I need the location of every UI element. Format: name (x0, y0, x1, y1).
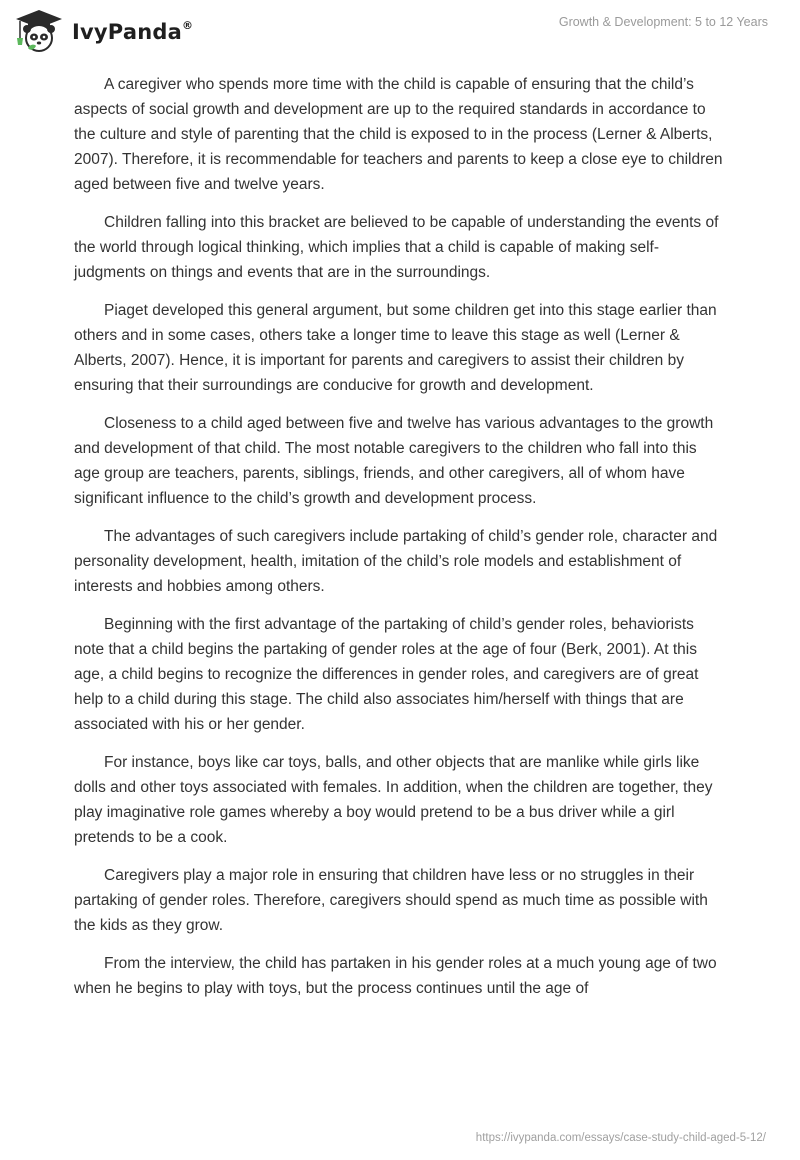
panda-graduate-icon (14, 8, 64, 54)
paragraph: Beginning with the first advantage of the partaking of child’s gender roles, behaviorists note that a child begins the partaking of gender roles at the age of four (Berk, 2001). At this age, a child begins to recognize the differences in gender roles, and caregivers are of great help to a child during this stage. The child also associates him/herself with things that are associated with his or her gender. (74, 616, 699, 733)
brand-name (72, 20, 193, 44)
paragraph: Children falling into this bracket are believed to be capable of understanding the events of the world through logical thinking, which implies that a child is capable of making self-judgments on things and events that are in the surroundings. (74, 214, 719, 281)
paragraph: Piaget developed this general argument, but some children get into this stage earlier than others and in some cases, others take a longer time to leave this stage as well (Lerner & Alberts, 2007). Hence, it is important for parents and caregivers to assist their children by ensuring that their surroundings are conducive for growth and development. (74, 302, 717, 394)
paragraph: From the interview, the child has partaken in his gender roles at a much young age of two when he begins to play with toys, but the process continues until the age of (74, 955, 717, 997)
paragraph: Caregivers play a major role in ensuring that children have less or no struggles in their partaking of gender roles. Therefore, caregivers should spend as much time as possible with the kids as they grow. (74, 867, 708, 934)
brand-name-text: IvyPanda (72, 20, 182, 44)
document-title: Growth & Development: 5 to 12 Years (558, 15, 768, 29)
paragraph: A caregiver who spends more time with the child is capable of ensuring that the child’s aspects of social growth and development are up to the required standards in accordance to the culture and style of parenting that the child is exposed to in the process (Lerner & Alberts, 2007). Therefore, it is recommendable for teachers and parents to keep a close eye to children aged between five and twelve years. (74, 76, 723, 193)
registered-mark: ® (181, 19, 194, 32)
page-header (0, 0, 800, 66)
brand-logo[interactable] (14, 8, 193, 54)
source-url[interactable]: https://ivypanda.com/essays/case-study-child-aged-5-12/ (475, 1132, 766, 1144)
paragraph: Closeness to a child aged between five and twelve has various advantages to the growth and development of that child. The most notable caregivers to the children who fall into this age group are teachers, parents, siblings, friends, and other caregivers, all of whom have significant influence to the child’s growth and development process. (74, 415, 714, 507)
essay-body (74, 72, 724, 1014)
paragraph: The advantages of such caregivers include partaking of child’s gender role, character and personality development, health, imitation of the child’s role models and establishment of interests and hobbies among others. (74, 528, 718, 595)
paragraph: For instance, boys like car toys, balls, and other objects that are manlike while girls like dolls and other toys associated with females. In addition, when the children are together, they play imaginative role games whereby a boy would pretend to be a bus driver while a girl pretends to be a cook. (74, 754, 713, 846)
